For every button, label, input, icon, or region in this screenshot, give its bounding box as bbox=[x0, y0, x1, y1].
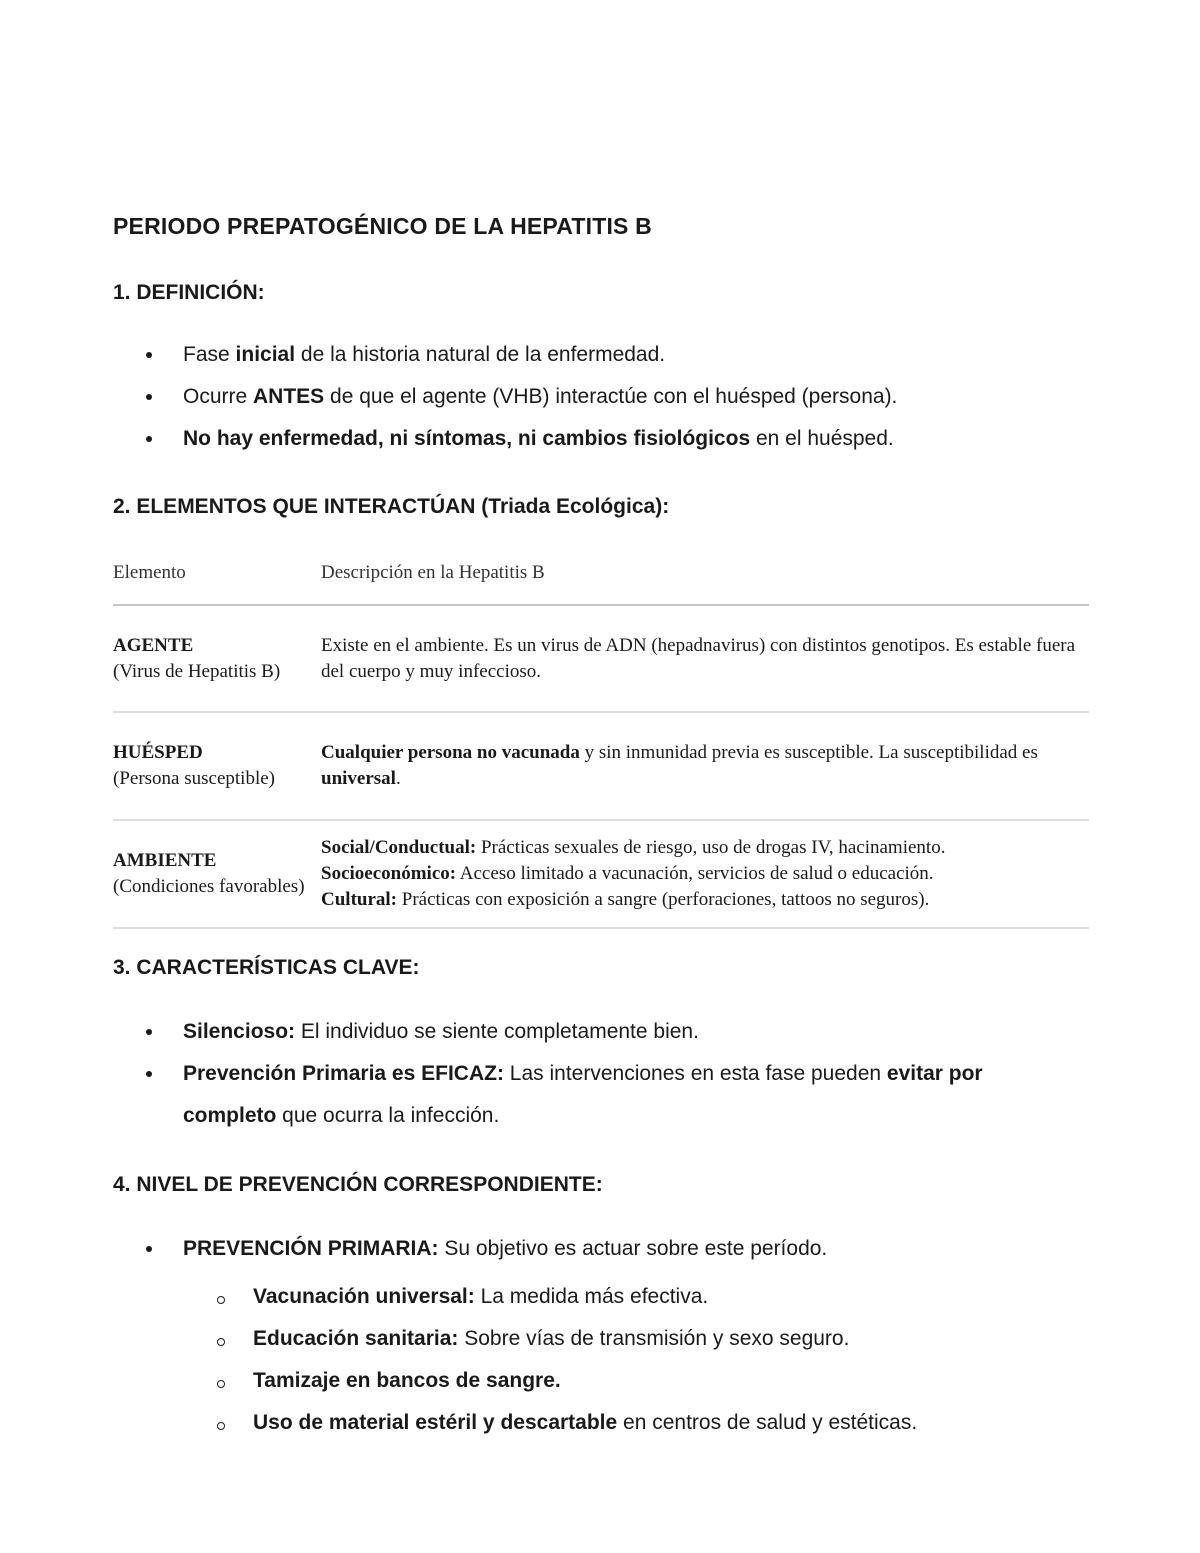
list-item: No hay enfermedad, ni síntomas, ni cambios fisiológicos en el huésped. bbox=[113, 418, 1089, 460]
triad-table bbox=[113, 556, 1089, 929]
table-cell-elemento: AGENTE (Virus de Hepatitis B) bbox=[113, 634, 281, 682]
table-cell-elemento: AMBIENTE (Condiciones favorables) bbox=[113, 850, 305, 897]
table-row bbox=[113, 606, 1089, 713]
table-row bbox=[113, 821, 1089, 929]
ambiente-line-cultural: Cultural: Prácticas con exposición a sangre (perforaciones, tattoos no seguros). bbox=[321, 889, 930, 910]
list-item: Fase inicial de la historia natural de la enfermedad. bbox=[113, 334, 1089, 376]
table-cell-descripcion: Cualquier persona no vacunada y sin inmunidad previa es susceptible. La susceptibilidad es universal. bbox=[321, 742, 1038, 789]
table-row bbox=[113, 713, 1089, 821]
list-item: Ocurre ANTES de que el agente (VHB) interactúe con el huésped (persona). bbox=[113, 376, 1089, 418]
table-header-descripcion: Descripción en la Hepatitis B bbox=[321, 562, 545, 583]
section-heading-elementos: 2. ELEMENTOS QUE INTERACTÚAN (Triada Ecológica): bbox=[113, 495, 670, 518]
section-heading-definicion: 1. DEFINICIÓN: bbox=[113, 281, 265, 304]
caracteristicas-list bbox=[113, 1011, 1089, 1137]
table-cell-descripcion bbox=[321, 835, 1089, 913]
table-header-elemento: Elemento bbox=[113, 562, 186, 583]
sublist-item: Vacunación universal: La medida más efectiva. bbox=[113, 1276, 1089, 1318]
table-cell-elemento: HUÉSPED (Persona susceptible) bbox=[113, 742, 275, 789]
section-heading-nivel: 4. NIVEL DE PREVENCIÓN CORRESPONDIENTE: bbox=[113, 1173, 603, 1196]
nivel-sublist bbox=[113, 1276, 1089, 1444]
table-header-row bbox=[113, 556, 1089, 606]
ambiente-line-social: Social/Conductual: Prácticas sexuales de riesgo, uso de drogas IV, hacinamiento. bbox=[321, 837, 946, 858]
list-item: Prevención Primaria es EFICAZ: Las intervenciones en esta fase pueden evitar por completo que ocurra la infección. bbox=[113, 1053, 1089, 1137]
sublist-item: Uso de material estéril y descartable en centros de salud y estéticas. bbox=[113, 1402, 1089, 1444]
sublist-item: Educación sanitaria: Sobre vías de transmisión y sexo seguro. bbox=[113, 1318, 1089, 1360]
document-title: PERIODO PREPATOGÉNICO DE LA HEPATITIS B bbox=[113, 213, 652, 239]
section-heading-caracteristicas: 3. CARACTERÍSTICAS CLAVE: bbox=[113, 956, 420, 979]
definicion-list bbox=[113, 334, 1089, 460]
ambiente-line-socioeconomico: Socioeconómico: Acceso limitado a vacunación, servicios de salud o educación. bbox=[321, 863, 934, 884]
nivel-list bbox=[113, 1228, 1089, 1270]
sublist-item: Tamizaje en bancos de sangre. bbox=[113, 1360, 1089, 1402]
list-item: PREVENCIÓN PRIMARIA: Su objetivo es actuar sobre este período. bbox=[113, 1228, 1089, 1270]
list-item: Silencioso: El individuo se siente completamente bien. bbox=[113, 1011, 1089, 1053]
table-cell-descripcion: Existe en el ambiente. Es un virus de ADN (hepadnavirus) con distintos genotipos. Es estable fuera del cuerpo y muy infeccioso. bbox=[321, 634, 1076, 682]
